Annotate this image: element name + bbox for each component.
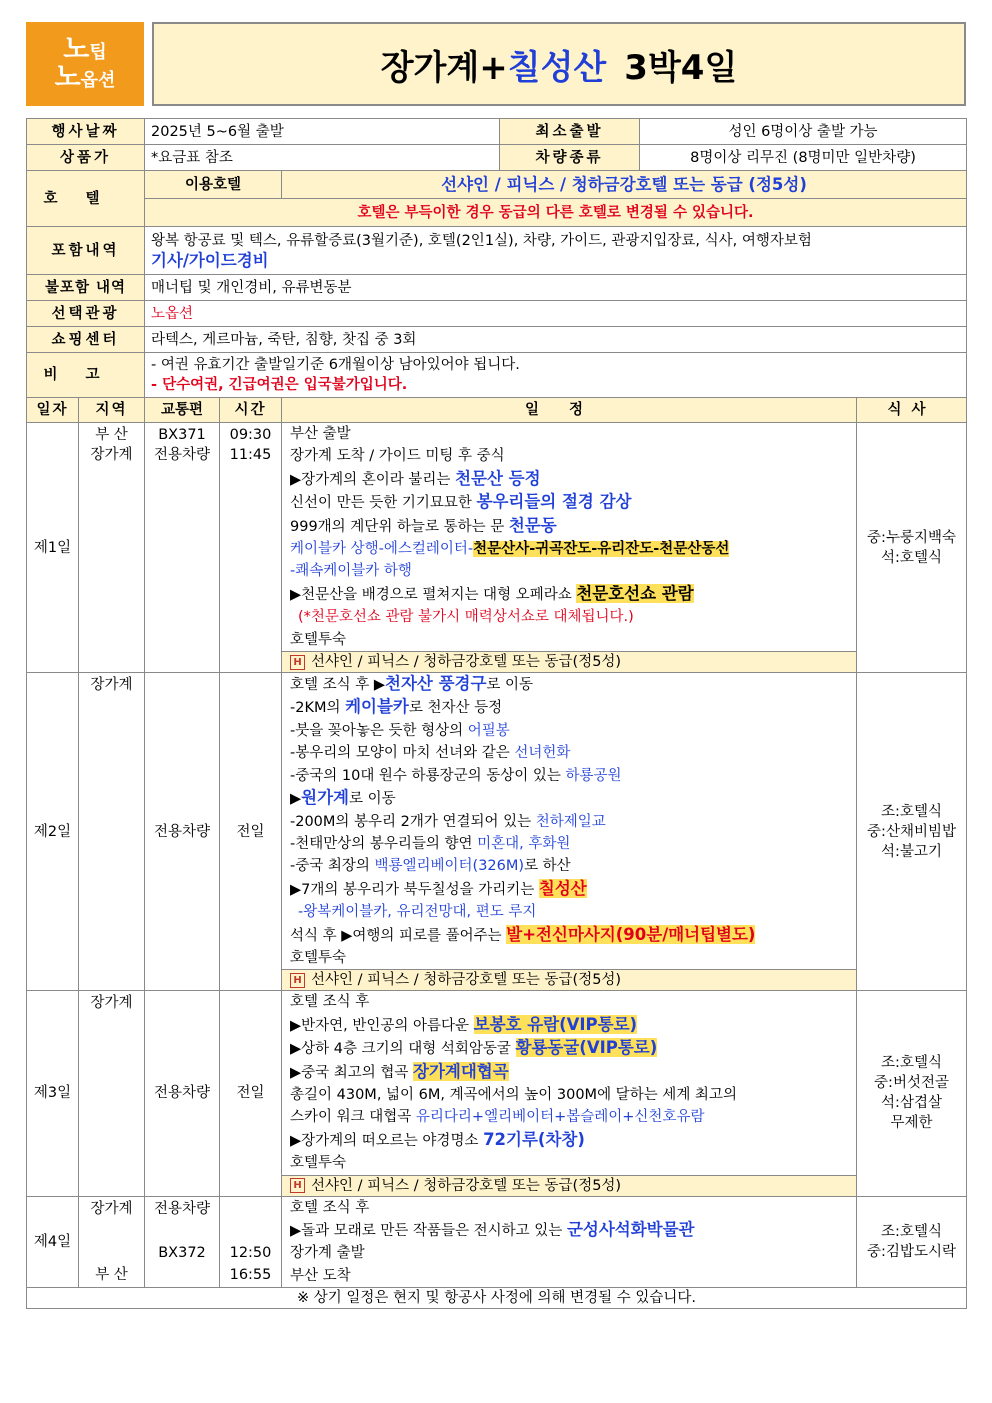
- schedule-line: 호텔투숙: [290, 1155, 347, 1172]
- info-value: 2025년 5~6월 출발: [145, 119, 500, 145]
- place-text: 부 산: [95, 427, 128, 443]
- day-time: 전일: [220, 991, 282, 1196]
- incl-line: 기사/가이드경비: [151, 250, 269, 270]
- schedule-line: 총길이 430M, 넓이 6M, 계곡에서의 높이 300M에 달하는 세계 최고의: [290, 1086, 737, 1103]
- header: [26, 22, 966, 106]
- hotel-icon: H: [290, 655, 305, 670]
- schedule-line: (*천문호선쇼 관람 불가시 매력상서쇼로 대체됩니다.): [298, 609, 634, 626]
- day-meal: [857, 991, 967, 1196]
- transport-text: BX372: [158, 1244, 206, 1261]
- transport-text: BX371: [158, 427, 206, 443]
- place-text: 장가계: [90, 1200, 133, 1217]
- column-header: 시간: [220, 398, 282, 423]
- schedule-line: 신선이 만든 듯한 기기묘묘한 봉우리들의 절경 감상: [290, 492, 632, 512]
- schedule-line: -왕복케이블카, 유리전망대, 편도 루지: [298, 904, 537, 921]
- time-text: 09:30: [229, 427, 272, 443]
- info-label: 포함내역: [27, 227, 145, 275]
- info-value: 성인 6명이상 출발 가능: [640, 119, 967, 145]
- schedule-line: 장가계 도착 / 가이드 미팅 후 중식: [290, 448, 505, 465]
- info-value: [145, 353, 967, 398]
- info-label: 상품가: [27, 145, 145, 171]
- day-schedule: [282, 673, 857, 970]
- day-place: 장가계: [79, 991, 145, 1196]
- schedule-line: ▶천문산을 배경으로 펼쳐지는 대형 오페라쇼 천문호선쇼 관람: [290, 583, 694, 603]
- info-value: [145, 227, 967, 275]
- transport-text: 전용차량: [153, 447, 211, 463]
- schedule-line: ▶7개의 봉우리가 북두칠성을 가리키는 칠성산: [290, 878, 587, 898]
- column-header: 일정: [282, 398, 857, 423]
- schedule-line: ▶돌과 모래로 만든 작품들은 전시하고 있는 군성사석화박물관: [290, 1220, 695, 1239]
- logo-text: 노: [63, 33, 90, 65]
- schedule-line: 장가계 출발: [290, 1245, 365, 1262]
- schedule-line: -2KM의 케이블카로 천자산 등정: [290, 697, 503, 717]
- info-sublabel: 이용호텔: [145, 171, 282, 199]
- day-transport: [145, 1196, 220, 1288]
- day-meal: [857, 673, 967, 991]
- info-label: 쇼핑센터: [27, 327, 145, 353]
- hotel-icon: H: [290, 1178, 305, 1193]
- schedule-line: 스카이 워크 대협곡 유리다리+엘리베이터+봅슬레이+신천호유람: [290, 1109, 705, 1126]
- info-value: 8명이상 리무진 (8명미만 일반차량): [640, 145, 967, 171]
- meal-text: 중:김밥도시락: [867, 1243, 956, 1260]
- day-label: 제4일: [27, 1196, 79, 1288]
- column-header: 지역: [79, 398, 145, 423]
- schedule-line: 호텔투숙: [290, 631, 347, 648]
- hotel-text: 선샤인 / 피닉스 / 청하금강호텔 또는 동급(정5성): [311, 972, 622, 989]
- place-text: 부 산: [95, 1266, 128, 1283]
- schedule-line: 호텔투숙: [290, 949, 347, 966]
- info-value: 노옵션: [145, 301, 967, 327]
- note-line: - 단수여권, 긴급여권은 입국불가입니다.: [151, 377, 408, 393]
- schedule-line: 부산 출발: [290, 426, 351, 442]
- day-meal: [857, 1196, 967, 1288]
- info-value: 매너팁 및 개인경비, 유류변동분: [145, 275, 967, 301]
- meal-text: 석:불고기: [881, 843, 942, 860]
- day-time: [220, 1196, 282, 1288]
- schedule-line: ▶반자연, 반인공의 아름다운 보봉호 유람(VIP통로): [290, 1014, 638, 1034]
- schedule-line: 석식 후 ▶여행의 피로를 풀어주는 발+전신마사지(90분/매너팁별도): [290, 924, 756, 944]
- time-text: 11:45: [229, 447, 272, 463]
- schedule-line: 호텔 조식 후: [290, 994, 370, 1011]
- logo-text: 옵션: [80, 70, 116, 91]
- hotel-icon: H: [290, 973, 305, 988]
- day-hotel: [282, 1175, 857, 1196]
- title-highlight: 칠성산: [507, 47, 607, 88]
- page-title: [152, 22, 966, 106]
- title-suffix: 3박4일: [624, 47, 738, 88]
- day-place: 장가계: [79, 673, 145, 991]
- day-hotel: [282, 652, 857, 673]
- info-label: 선택관광: [27, 301, 145, 327]
- meal-text: 중:산채비빔밥: [867, 823, 956, 840]
- logo-text: 노: [54, 62, 81, 93]
- info-label: 비고: [27, 353, 145, 398]
- meal-text: 조:호텔식: [881, 1223, 942, 1240]
- logo-text: 팁: [89, 41, 107, 63]
- info-value: *요금표 참조: [145, 145, 500, 171]
- schedule-line: -중국의 10대 원수 하룡장군의 동상이 있는 하룡공원: [290, 767, 622, 784]
- incl-line: 왕복 항공료 및 텍스, 유류할증료(3월기준), 호텔(2인1실), 차량, 가이드, 관광지입장료, 식사, 여행자보험: [151, 232, 812, 249]
- time-text: 16:55: [229, 1266, 272, 1283]
- schedule-line: 호텔 조식 후: [290, 1199, 370, 1216]
- info-label: 불포함 내역: [27, 275, 145, 301]
- info-label: 행사날짜: [27, 119, 145, 145]
- column-header: 일자: [27, 398, 79, 423]
- schedule-line: ▶중국 최고의 협곡 장가계대협곡: [290, 1061, 509, 1081]
- info-label: 최소출발: [500, 119, 640, 145]
- meal-text: 중:누룽지백숙: [867, 529, 956, 546]
- schedule-line: -쾌속케이블카 하행: [290, 563, 412, 580]
- meal-text: 무제한: [890, 1115, 933, 1132]
- day-label: 제2일: [27, 673, 79, 991]
- schedule-line: -천태만상의 봉우리들의 향연 미혼대, 후화원: [290, 835, 571, 852]
- schedule-line: ▶장가계의 혼이라 불리는 천문산 등정: [290, 468, 541, 488]
- schedule-line: ▶원가계로 이동: [290, 788, 396, 808]
- hotel-text: 선샤인 / 피닉스 / 청하금강호텔 또는 동급(정5성): [311, 654, 622, 671]
- day-transport: 전용차량: [145, 991, 220, 1196]
- meal-text: 중:버섯전골: [874, 1075, 949, 1092]
- column-header: 교통편: [145, 398, 220, 423]
- schedule-line: -200M의 봉우리 2개가 연결되어 있는 천하제일교: [290, 813, 606, 830]
- info-label: 호텔: [27, 171, 145, 227]
- schedule-line: ▶상하 4층 크기의 대형 석회암동굴 황룡동굴(VIP통로): [290, 1038, 658, 1058]
- day-meal: [857, 423, 967, 673]
- day-transport: 전용차량: [145, 673, 220, 991]
- day-label: 제3일: [27, 991, 79, 1196]
- day-schedule: [282, 1196, 857, 1288]
- day-time: [220, 423, 282, 673]
- meal-text: 조:호텔식: [881, 1055, 942, 1072]
- itinerary-table: [26, 118, 967, 1309]
- schedule-line: 케이블카 상행-에스컬레이터-천문산사-귀곡잔도-유리잔도-천문산동선: [290, 541, 730, 558]
- day-label: 제1일: [27, 423, 79, 673]
- info-label: 차량종류: [500, 145, 640, 171]
- meal-text: 석:호텔식: [881, 549, 942, 566]
- time-text: 12:50: [229, 1244, 272, 1261]
- day-time: 전일: [220, 673, 282, 991]
- schedule-line: -붓을 꽂아놓은 듯한 형상의 어필봉: [290, 722, 510, 739]
- hotel-value: 선샤인 / 피닉스 / 청하금강호텔 또는 동급 (정5성): [282, 171, 967, 199]
- meal-text: 조:호텔식: [881, 803, 942, 820]
- column-header: 식사: [857, 398, 967, 423]
- schedule-line: -봉우리의 모양이 마치 선녀와 같은 선녀헌화: [290, 745, 571, 762]
- schedule-line: ▶장가계의 떠오르는 야경명소 72기루(차창): [290, 1129, 585, 1149]
- logo: [26, 22, 144, 106]
- hotel-note: 호텔은 부득이한 경우 동급의 다른 호텔로 변경될 수 있습니다.: [145, 199, 967, 227]
- day-schedule: [282, 423, 857, 652]
- info-value: 라텍스, 게르마늄, 죽탄, 침향, 찻집 중 3회: [145, 327, 967, 353]
- day-transport: [145, 423, 220, 673]
- day-schedule: [282, 991, 857, 1175]
- note-line: - 여권 유효기간 출발일기준 6개월이상 남아있어야 됩니다.: [151, 357, 520, 373]
- schedule-line: 부산 도착: [290, 1267, 351, 1284]
- place-text: 장가계: [90, 447, 133, 463]
- meal-text: 석:삼겹살: [881, 1095, 942, 1112]
- transport-text: 전용차량: [153, 1200, 211, 1217]
- schedule-line: 호텔 조식 후 ▶천자산 풍경구로 이동: [290, 674, 534, 694]
- day-place: [79, 423, 145, 673]
- day-hotel: [282, 970, 857, 991]
- schedule-line: -중국 최장의 백룡엘리베이터(326M)로 하산: [290, 858, 571, 875]
- hotel-text: 선샤인 / 피닉스 / 청하금강호텔 또는 동급(정5성): [311, 1177, 622, 1194]
- title-prefix: 장가계+: [380, 47, 508, 88]
- day-place: [79, 1196, 145, 1288]
- footer-note: ※ 상기 일정은 현지 및 항공사 사정에 의해 변경될 수 있습니다.: [27, 1288, 967, 1309]
- schedule-line: 999개의 계단위 하늘로 통하는 문 천문동: [290, 515, 557, 535]
